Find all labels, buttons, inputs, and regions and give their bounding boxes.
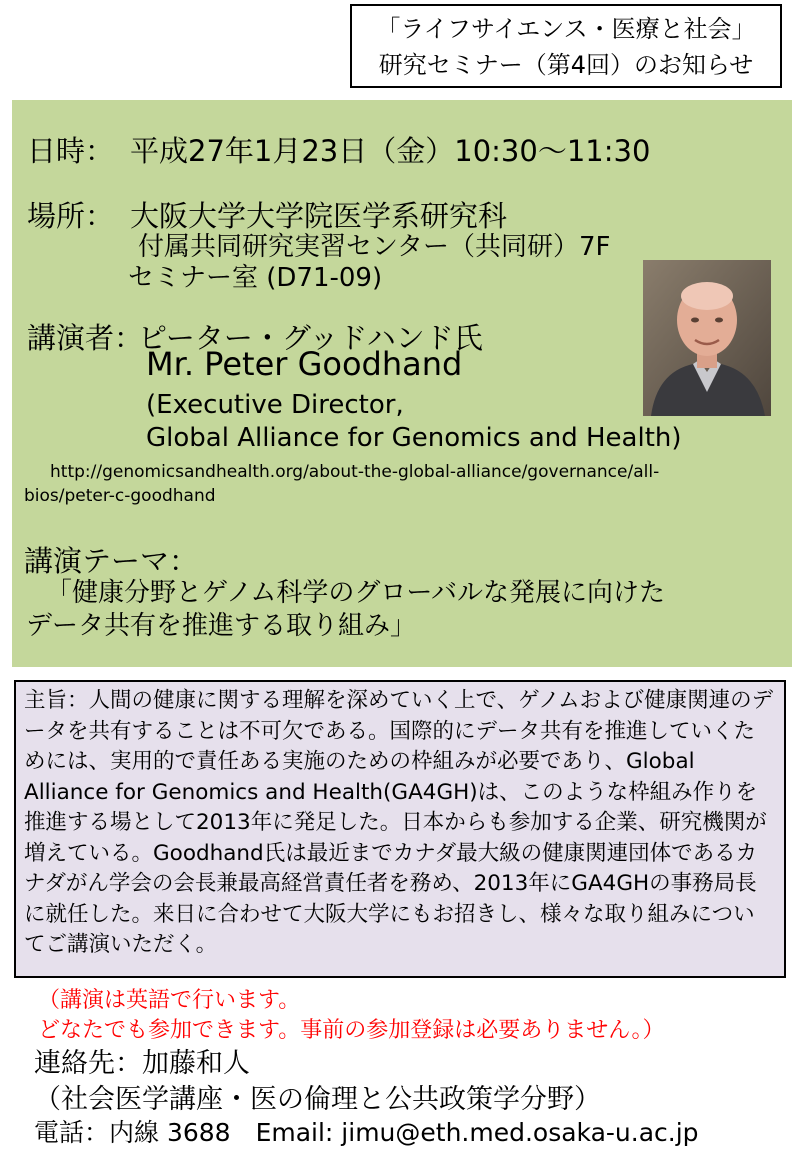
seminar-title-line2: 研究セミナー（第4回）のお知らせ: [378, 51, 754, 79]
speaker-name-ja: ピーター・グッドハンド氏: [138, 321, 483, 355]
theme-line2: データ共有を推進する取り組み」: [26, 611, 417, 641]
seminar-summary-text: 主旨：人間の健康に関する理解を深めていく上で、ゲノムおよび健康関連のデータを共有することは不可欠である。国際的にデータ共有を推進していくためには、実用的で責任ある実施のための枠組みが必要であり、Global Alliance for Genomics and Health(GA4GH)は、このような枠組み作りを推進する場として2013年に発足した。日本からも参加する企業、研究機関が増えている。Goodhand氏は最近までカナダ最大級の健康関連団体であるカナダがん学会の会長兼最高経営責任者を務め、2013年にGA4GHの事務局長に就任した。来日に合わせて大阪大学にもお招きし、様々な取り組みについてご講演いただく。: [24, 688, 774, 957]
contact-phone-email: 電話：内線 3688 Email: jimu@eth.med.osaka-u.ac.jp: [34, 1118, 699, 1147]
venue-line2: 付属共同研究実習センター（共同研）7F: [138, 232, 611, 262]
venue-label: 場所：: [27, 199, 115, 233]
theme-label: 講演テーマ：: [24, 544, 199, 578]
speaker-label: 講演者：: [27, 321, 144, 355]
speaker-bio-link-line1[interactable]: http://genomicsandhealth.org/about-the-global-alliance/governance/all-: [50, 462, 660, 482]
seminar-summary-box: [14, 680, 786, 978]
speaker-name-en: Mr. Peter Goodhand: [146, 345, 463, 383]
venue-line1: 大阪大学大学院医学系研究科: [130, 199, 508, 233]
speaker-role-line2: Global Alliance for Genomics and Health): [146, 423, 682, 453]
seminar-title-line1: 「ライフサイエンス・医療と社会」: [376, 15, 756, 43]
venue-line3: セミナー室 (D71-09): [128, 263, 383, 293]
theme-line1: 「健康分野とゲノム科学のグローバルな発展に向けた: [46, 578, 666, 608]
speaker-photo: [643, 260, 771, 416]
seminar-title-box: [350, 4, 782, 88]
speaker-bio-link-line2[interactable]: bios/peter-c-goodhand: [24, 486, 216, 506]
speaker-role-line1: (Executive Director,: [146, 390, 404, 420]
language-notice: （講演は英語で行います。: [38, 988, 301, 1013]
date-label: 日時：: [27, 134, 115, 168]
registration-notice: どなたでも参加できます。事前の参加登録は必要ありません。）: [38, 1018, 665, 1043]
contact-department: （社会医学講座・医の倫理と公共政策学分野）: [34, 1084, 601, 1115]
date-value: 平成27年1月23日（金）10:30～11:30: [130, 134, 651, 168]
contact-person: 連絡先：加藤和人: [34, 1048, 250, 1079]
